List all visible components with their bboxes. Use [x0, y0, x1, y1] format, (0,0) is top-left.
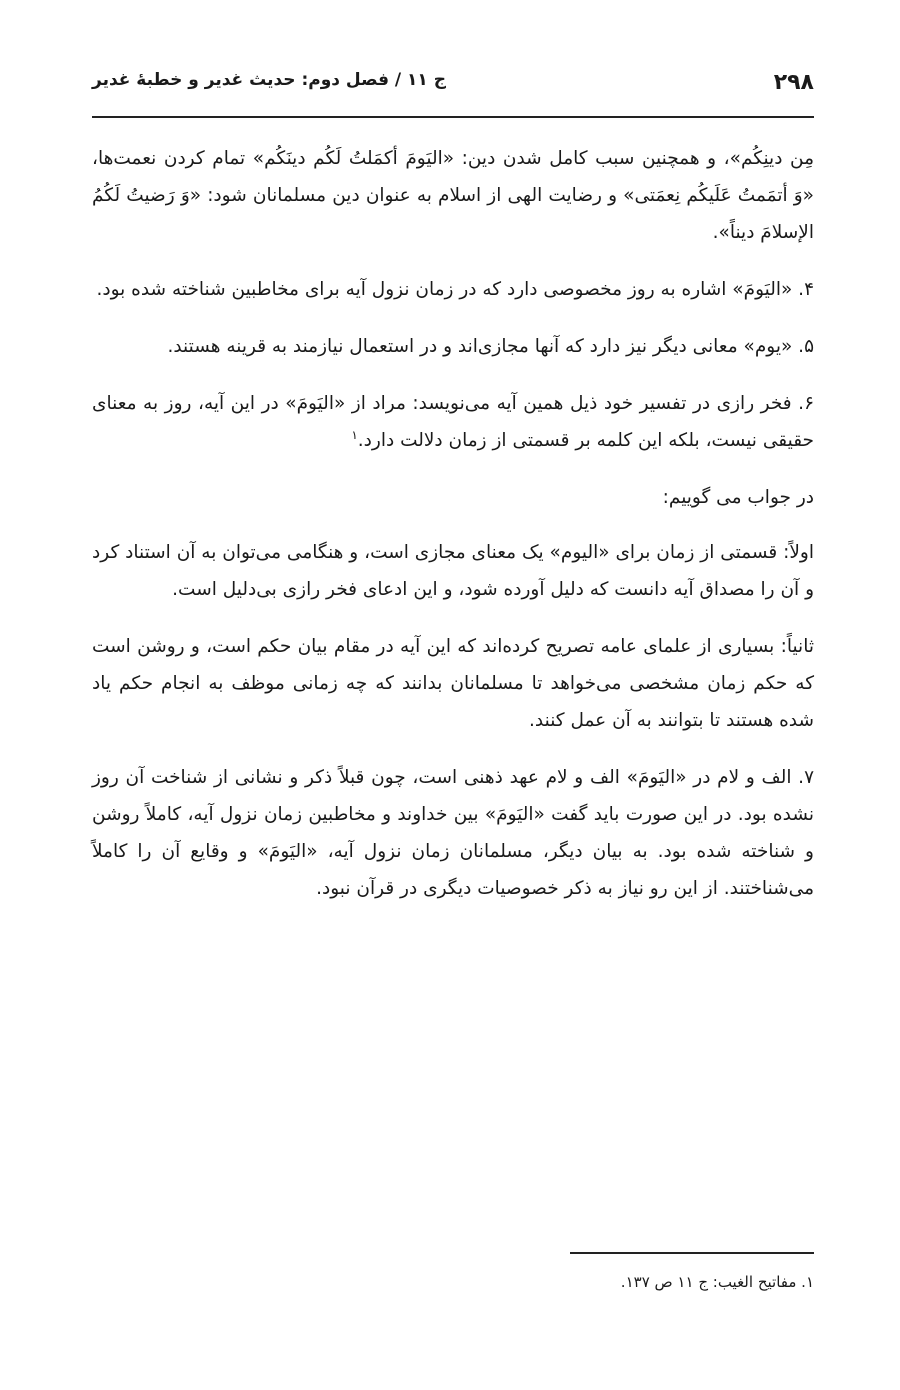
page-number: ۲۹۸ [773, 70, 814, 95]
paragraph-item-4: ۴. «الیَومَ» اشاره به روز مخصوصی دارد که در زمان نزول آیه برای مخاطبین شناخته شده بود. [96, 279, 814, 300]
footnote-reference[interactable]: ۱ [351, 427, 358, 442]
paragraph-first-point: اولاً: قسمتی از زمان برای «الیوم» یک معنای مجازی است، و هنگامی می‌توان به آن استناد کرد و آن را مصداق آیه دانست که دلیل آورده شود، و این ادعای فخر رازی بی‌دلیل است. [92, 542, 814, 600]
paragraph-answer-intro: در جواب می گوییم: [662, 487, 814, 508]
paragraph-item-7: ۷. الف و لام در «الیَومَ» الف و لام عهد ذهنی است، چون قبلاً ذکر و نشانی از شناخت آن روز نشده بود. در این صورت باید گفت «الیَومَ» بین خداوند و مخاطبین زمان نزول آیه، کاملاً روشن و شناخته شده بود. به بیان دیگر، مسلمانان زمان نزول آیه، «الیَومَ» و وقایع آن را کاملاً می‌شناختند. از این رو نیاز به ذکر خصوصیات دیگری در قرآن نبود. [92, 767, 814, 899]
paragraph-intro: مِن دینِکُم»، و همچنین سبب کامل شدن دین: «الیَومَ أکمَلتُ لَکُم دینَکُم» تمام کردن نعمت‌ها، «وَ أتمَمتُ عَلَیکُم نِعمَتی» و رضایت الهی از اسلام به عنوان دین مسلمانان شود: «وَ رَضیتُ لَکُمُ الإسلامَ دیناً». [92, 148, 814, 243]
paragraph-item-6-text: ۶. فخر رازی در تفسیر خود ذیل همین آیه می‌نویسد: مراد از «الیَومَ» در این آیه، روز به معنای حقیقی نیست، بلکه این کلمه بر قسمتی از زمان دلالت دارد. [92, 393, 814, 451]
paragraph-item-6 [92, 385, 814, 459]
header-divider [92, 116, 814, 118]
footnote: ۱. مفاتیح الغیب: ج ۱۱ ص ۱۳۷. [620, 1273, 814, 1291]
footnote-divider [570, 1252, 814, 1254]
page-header [92, 70, 814, 110]
paragraph-item-5: ۵. «یوم» معانی دیگر نیز دارد که آنها مجازی‌اند و در استعمال نیازمند به قرینه هستند. [167, 336, 814, 357]
paragraph-second-point: ثانیاً: بسیاری از علمای عامه تصریح کرده‌اند که این آیه در مقام بیان حکم است، و روشن است که حکم زمان مشخصی می‌خواهد تا مسلمانان بدانند که چه زمانی موظف به انجام حکم یاد شده هستند تا بتوانند به آن عمل کنند. [92, 636, 814, 731]
running-title: ج ۱۱ / فصل دوم: حدیث غدیر و خطبهٔ غدیر [92, 70, 446, 90]
main-text [92, 140, 814, 927]
